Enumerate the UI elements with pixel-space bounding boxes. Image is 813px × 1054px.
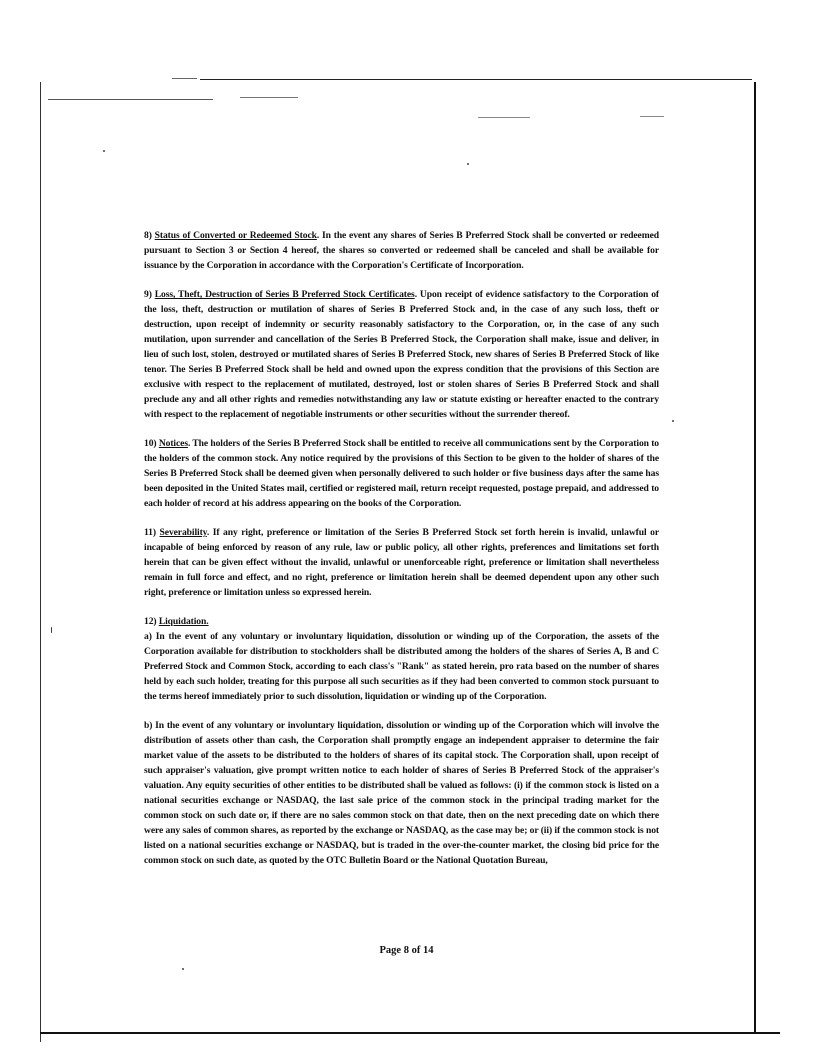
section-text: . In the event any shares of Series B Preferred Stock shall be converted or redeemed pursuant to Section 3 or Section 4 hereof, the shares so converted or redeemed shall be canceled and shall be available for issuance by the Corporation in accordance with the Corporation's Certificate of Incorporation.: [144, 230, 659, 271]
section-title: Notices: [158, 438, 188, 449]
section-10: [144, 436, 659, 511]
scan-left-border: [40, 82, 41, 1042]
section-number: 8): [144, 230, 152, 241]
section-12: [144, 614, 659, 704]
section-9: [144, 287, 659, 422]
section-number: 9): [144, 289, 152, 300]
section-title: Loss, Theft, Destruction of Series B Preferred Stock Certificates: [154, 289, 415, 300]
scan-top-dash-mid: [240, 97, 298, 98]
scan-speck: [103, 150, 105, 152]
scan-right-border: [754, 82, 756, 1032]
section-title: Severability: [159, 527, 207, 538]
section-text: . If any right, preference or limitation of the Series B Preferred Stock set forth herein is invalid, unlawful or incapable of being enforced by reason of any rule, law or public policy, all other rights, preferences and limitations set forth herein that can be given effect without the invalid, unlawful or unenforceable right, preference or limitation shall nevertheless remain in full force and effect, and no right, preference or limitation herein shall be deemed dependent upon any other such right, preference or limitation unless so expressed herein.: [144, 527, 659, 598]
scan-speck: [672, 420, 674, 422]
scan-top-dash-far-right: [640, 116, 664, 117]
section-text: . The holders of the Series B Preferred Stock shall be entitled to receive all communications sent by the Corporation to the holders of the common stock. Any notice required by the provisions of this Section to be given to the holder of shares of the Series B Preferred Stock shall be deemed given when personally delivered to such holder or five business days after the same has been deposited in the United States mail, certified or registered mail, return receipt requested, postage prepaid, and addressed to each holder of record at his address appearing on the books of the Corporation.: [144, 438, 659, 509]
section-title: Status of Converted or Redeemed Stock: [154, 230, 317, 241]
section-12-paragraph-a: a) In the event of any voluntary or involuntary liquidation, dissolution or winding up of the Corporation, the assets of the Corporation available for distribution to stockholders shall be distributed among the holders of the shares of Series A, B and C Preferred Stock and Common Stock, according to each class's "Rank" as stated herein, pro rata based on the number of shares held by each such holder, treating for this purpose all such securities as if they had been converted to common stock pursuant to the terms hereof immediately prior to such dissolution, liquidation or winding up of the Corporation.: [144, 631, 659, 702]
scan-top-dash-left: [48, 99, 213, 100]
scan-speck: [182, 968, 184, 970]
section-8: [144, 228, 659, 273]
section-12-heading: [144, 614, 659, 629]
section-12-paragraph-b: b) In the event of any voluntary or involuntary liquidation, dissolution or winding up of the Corporation which will involve the distribution of assets other than cash, the Corporation shall promptly engage an independent appraiser to determine the fair market value of the assets to be distributed to the holders of shares of its capital stock. The Corporation shall, upon receipt of such appraiser's valuation, give prompt written notice to each holder of shares of Series B Preferred Stock of the appraiser's valuation. Any equity securities of other entities to be distributed shall be valued as follows: (i) if the common stock is listed on a national securities exchange or NASDAQ, the last sale price of the common stock in the principal trading market for the common stock on such date or, if there are no sales common stock on that date, then on the next preceding date on which there were any sales of common shares, as reported by the exchange or NASDAQ, as the case may be; or (ii) if the common stock is not listed on a national securities exchange or NASDAQ, but is traded in the over-the-counter market, the closing bid price for the common stock on such date, as quoted by the OTC Bulletin Board or the National Quotation Bureau,: [144, 720, 659, 866]
scan-speck: [51, 627, 52, 633]
scan-top-line: [200, 79, 752, 80]
scan-speck: [467, 163, 469, 165]
section-text: . Upon receipt of evidence satisfactory to the Corporation of the loss, theft, destruction or mutilation of shares of Series B Preferred Stock and, in the case of any such loss, theft or destruction, upon receipt of indemnity or security reasonably satisfactory to the Corporation, or, in the case of any such mutilation, upon surrender and cancellation of the Series B Preferred Stock, the Corporation shall make, issue and deliver, in lieu of such lost, stolen, destroyed or mutilated shares of Series B Preferred Stock, new shares of Series B Preferred Stock of like tenor. The Series B Preferred Stock shall be held and owned upon the express condition that the provisions of this Section are exclusive with respect to the replacement of mutilated, destroyed, lost or stolen shares of Series B Preferred Stock and shall preclude any and all other rights and remedies notwithstanding any law or statute existing or hereafter enacted to the contrary with respect to the replacement of negotiable instruments or other securities without the surrender thereof.: [144, 289, 659, 420]
section-number: 11): [144, 527, 156, 538]
section-number: 12): [144, 616, 157, 627]
scan-top-dash-small: [172, 78, 197, 79]
section-number: 10): [144, 438, 157, 449]
scan-bottom-border: [40, 1032, 780, 1034]
document-body: [144, 228, 659, 882]
section-11: [144, 525, 659, 600]
page-number: Page 8 of 14: [379, 945, 434, 956]
scan-top-dash-right: [478, 117, 530, 118]
section-title: Liquidation.: [158, 616, 209, 627]
